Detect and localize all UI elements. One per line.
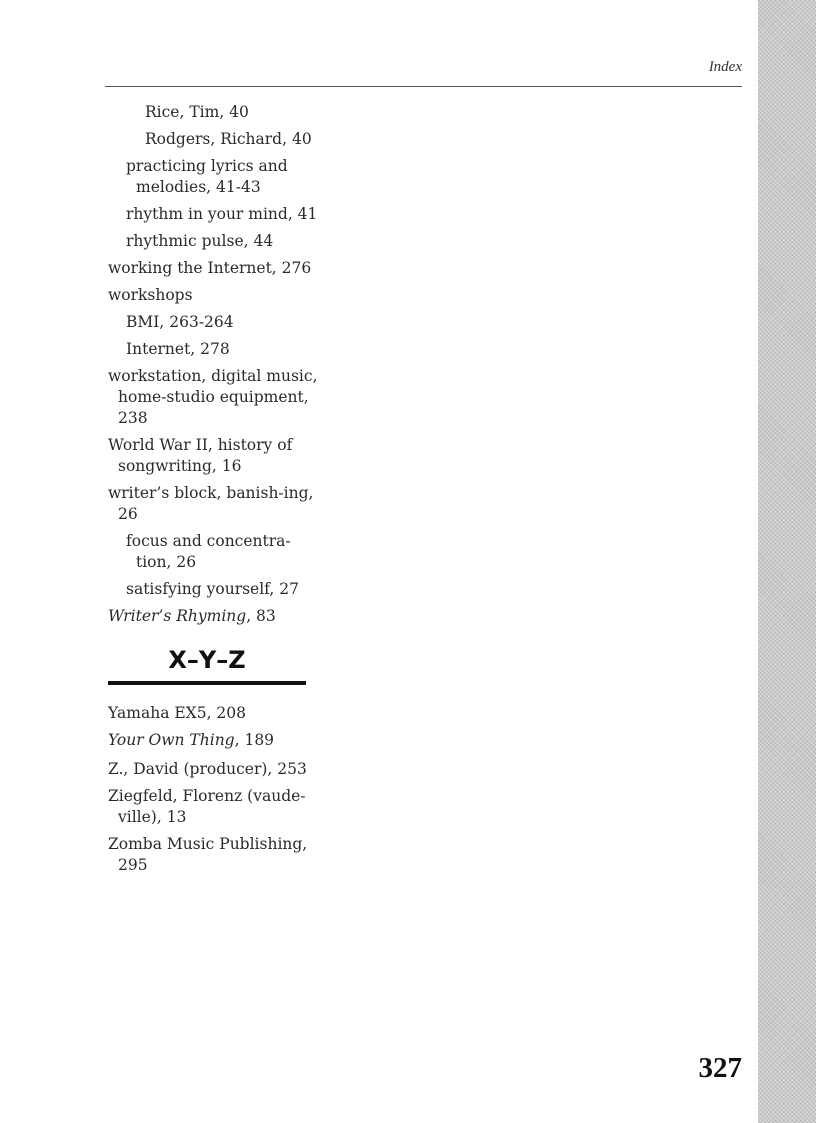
index-entry xyxy=(145,102,318,123)
running-head: Index xyxy=(708,59,742,75)
index-entry-text: Rice, Tim, 40 xyxy=(145,103,249,121)
index-entry-text: Yamaha EX5, 208 xyxy=(108,704,247,722)
thumb-tab-strip xyxy=(758,0,816,1123)
index-entry-text: , 83 xyxy=(246,607,276,625)
index-entry-text: , 189 xyxy=(234,731,275,749)
section-heading-xyz: X–Y–Z xyxy=(108,645,306,685)
index-entry-text: rhythmic pulse, 44 xyxy=(126,232,274,250)
index-entry-text: writer’s block, banish-ing, 26 xyxy=(108,484,314,523)
index-entry xyxy=(126,579,318,600)
index-entry xyxy=(108,606,318,627)
index-entry xyxy=(108,366,318,429)
index-entry-text: BMI, 263-264 xyxy=(126,313,234,331)
index-entry xyxy=(108,258,318,279)
index-entry xyxy=(108,759,318,780)
index-entry-text: Internet, 278 xyxy=(126,340,230,358)
index-entry xyxy=(108,786,318,828)
index-entry xyxy=(108,834,318,876)
index-entry-text: satisfying yourself, 27 xyxy=(126,580,299,598)
index-entry-title: Your Own Thing xyxy=(108,731,235,749)
index-entry xyxy=(126,204,318,225)
index-entry xyxy=(108,703,318,724)
header-rule xyxy=(105,86,742,87)
index-entry xyxy=(108,285,318,306)
index-entry-text: World War II, history of songwriting, 16 xyxy=(108,436,293,475)
index-entry-text: practicing lyrics and melodies, 41-43 xyxy=(126,157,288,196)
index-entry-text: rhythm in your mind, 41 xyxy=(126,205,318,223)
index-entry xyxy=(126,339,318,360)
index-entry xyxy=(126,156,318,198)
index-entry-text: workshops xyxy=(108,286,193,304)
index-entry xyxy=(145,129,318,150)
group-gap xyxy=(108,751,318,759)
index-entry-text: focus and concentra-tion, 26 xyxy=(126,532,291,571)
index-entry-text: Rodgers, Richard, 40 xyxy=(145,130,312,148)
index-entry-text: Ziegfeld, Florenz (vaude-ville), 13 xyxy=(108,787,306,826)
index-entry xyxy=(108,730,318,751)
index-group-w xyxy=(108,102,318,627)
index-entry-text: working the Internet, 276 xyxy=(108,259,312,277)
index-entry xyxy=(126,312,318,333)
index-entry xyxy=(108,435,318,477)
index-column xyxy=(108,102,318,876)
index-entry xyxy=(126,231,318,252)
index-entry xyxy=(108,483,318,525)
index-group-y xyxy=(108,703,318,751)
index-entry-text: Zomba Music Publishing, 295 xyxy=(108,835,308,874)
index-entry-text: Z., David (producer), 253 xyxy=(108,760,307,778)
page-number: 327 xyxy=(698,1052,742,1084)
index-entry xyxy=(126,531,318,573)
index-group-z xyxy=(108,759,318,876)
index-entry-title: Writer’s Rhyming xyxy=(108,607,247,625)
index-entry-text: workstation, digital music, home-studio equipment, 238 xyxy=(108,367,318,427)
